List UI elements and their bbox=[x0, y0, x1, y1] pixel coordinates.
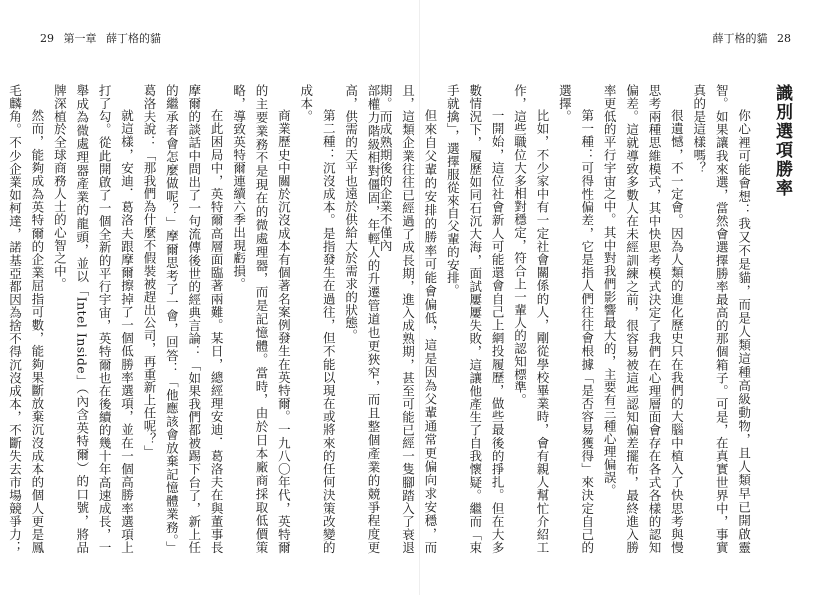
paragraph: 部權力階級相對僵固，年輕人的升遷管道也更狹窄，而且整個產業的競爭程度更高，供需的天平也遠於供給大於需求的狀態。 bbox=[343, 84, 381, 554]
right-running-title: 薛丁格的貓 bbox=[712, 32, 768, 45]
right-page-body bbox=[378, 84, 795, 554]
right-page bbox=[378, 0, 839, 595]
left-page-body bbox=[7, 84, 384, 554]
left-page-number: 29 bbox=[40, 32, 54, 45]
paragraph: 然而，能夠成為英特爾的企業屈指可數，能夠果斷放棄沉沒成本的個人更是鳳毛麟角。不少企業如柯達，諾基亞都因為捨不得沉沒成本，不斷失去市場競爭力； bbox=[7, 84, 45, 554]
paragraph: 比如，不少家中有一定社會關係的人，剛從學校畢業時，會有親人幫忙介紹工作，這些職位大多相對穩定，符合上一輩人的認知標準。 bbox=[512, 84, 550, 554]
left-page-header bbox=[40, 30, 167, 46]
paragraph: 你心裡可能會想：我又不是貓，而是人類這種高級動物，且人類早已開啟靈智。如果讓我來選，當然會選擇勝率最高的那個箱子。可是，在真實世界中，事實真的是這樣嗎？ bbox=[691, 84, 752, 554]
right-page-number: 28 bbox=[777, 32, 791, 45]
paragraph: 一開始，這位社會新人可能還會自己上網投履歷，做些最後的掙扎。但在大多數情況下，履歷如同石沉大海，面試屢屢失敗，這讓他產生了自我懷疑。繼而「束手就擒」，選擇服從來自父輩的安排。 bbox=[445, 84, 506, 554]
left-page bbox=[0, 0, 419, 595]
paragraph: 但來自父輩的安排的勝率可能會偏低，這是因為父輩通常更偏向求安穩，而且，這類企業往往已經過了成長期，進入成熟期，甚至可能已經一隻腳踏入了衰退期。而成熟期後的企業不僅內 bbox=[378, 84, 438, 554]
paragraph: 就這樣，安迪．葛洛夫跟摩爾擦掉了一個低勝率選項，並在一個高勝率選項上打了勾。從此開啟了一個全新的平行宇宙，英特爾也在後續的幾十年高速成長，一舉成為微處理器產業的龍頭，並以「Intel Inside」（內含英特爾）的口號，將品牌深植於全球商務人士的心智之中。 bbox=[52, 84, 135, 554]
paragraph: 在此困局中，英特爾高層面臨著兩難。某日，總經理安迪．葛洛夫在與董事長摩爾的談話中問出了一句流傳後世的經典言論：「如果我們都被踢下台了，新上任的繼承者會怎麼做呢？」摩爾思考了一會，回答：「他應該會放棄記憶體業務。」葛洛夫說：「那我們為什麼不假裝被趕出公司，再重新上任呢？」 bbox=[141, 84, 225, 554]
left-running-title: 薛丁格的貓 bbox=[106, 32, 161, 45]
paragraph: 第二種：沉沒成本。是指發生在過往，但不能以現在或將來的任何決策改變的成本。 bbox=[298, 84, 337, 554]
section-heading: 識別選項勝率 bbox=[772, 84, 792, 198]
paragraph: 商業歷史中關於沉沒成本有個著名案例發生在英特爾。一九八〇年代，英特爾的主要業務不是現在的微處理器，而是記憶體。當時，由於日本廠商採取低價策略，導致英特爾連續六季出現虧損。 bbox=[231, 84, 292, 554]
paragraph: 很遺憾，不一定會。因為人類的進化歷史只在我們的大腦中植入了快思考與慢思考兩種思維模式，其中快思考模式決定了我們在心理層面會存在各式各樣的認知偏差。這就導致多數人在未經訓練之前，很容易被這些認知偏差擺布，最終進入勝率更低的平行宇宙之中。其中對我們影響最大的，主要有三種心理偏誤。 bbox=[602, 84, 685, 554]
chapter-label: 第一章 bbox=[63, 32, 97, 45]
paragraph: 第一種：可得性偏差，它是指人們往往會根據「是否容易獲得」來決定自己的選擇。 bbox=[557, 84, 595, 554]
right-page-header bbox=[713, 30, 798, 46]
